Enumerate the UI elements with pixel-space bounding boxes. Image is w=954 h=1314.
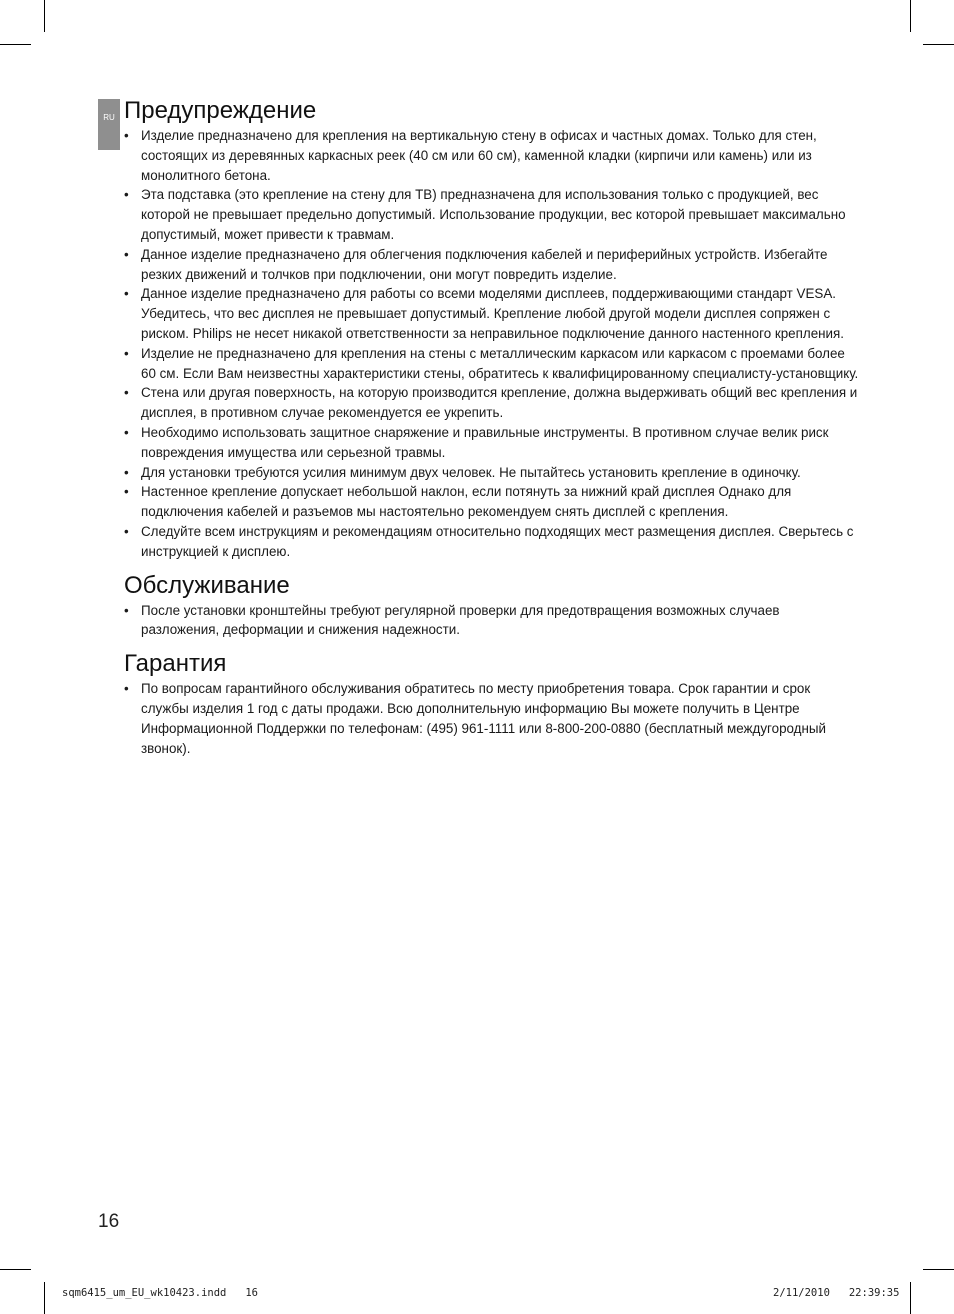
bullet-icon: • bbox=[124, 385, 129, 401]
list-item: • Данное изделие предназначено для работы со всеми моделями дисплеев, поддерживающими стандарт VESA. Убедитесь, что вес дисплея не превышает допустимый. Крепление любой другой модели дисплея сопряжен с риском. Philips не несет никакой ответственности за неправильное подключение данного настенного крепления. bbox=[124, 286, 844, 341]
bullet-icon: • bbox=[124, 286, 129, 302]
section-title-maintenance: Обслуживание bbox=[124, 571, 290, 599]
list-item: • Настенное крепление допускает небольшой наклон, если потянуть за нижний край дисплея Однако для подключения кабелей и разъемов мы настоятельно рекомендуем снять дисплей с крепления. bbox=[124, 484, 792, 520]
list-item: • По вопросам гарантийного обслуживания обратитесь по месту приобретения товара. Срок гарантии и срок службы изделия 1 год с даты продажи. Всю дополнительную информацию Вы можете получить в Центре Информационной Поддержки по телефонам: (495) 961-1111 или 8-800-200-0880 (бесплатный междугородный звонок). bbox=[124, 681, 826, 756]
bullet-icon: • bbox=[124, 187, 129, 203]
list-item: • Необходимо использовать защитное снаряжение и правильные инструменты. В противном случае велик риск повреждения имущества или серьезной травмы. bbox=[124, 424, 829, 460]
list-item: • Стена или другая поверхность, на которую производится крепление, должна выдерживать общий вес крепления и дисплея, в противном случае рекомендуется ее укрепить. bbox=[124, 385, 858, 421]
bullet-icon: • bbox=[124, 681, 129, 697]
section-title-warning: Предупреждение bbox=[124, 97, 317, 124]
warning-list bbox=[124, 126, 859, 562]
maintenance-list bbox=[124, 601, 859, 641]
crop-mark bbox=[0, 1269, 31, 1270]
warranty-list bbox=[124, 679, 859, 758]
bullet-icon: • bbox=[124, 128, 129, 143]
bullet-icon: • bbox=[124, 464, 129, 480]
crop-mark bbox=[0, 44, 31, 45]
footer-timestamp: 2/11/2010 22:39:35 bbox=[773, 1287, 900, 1299]
language-tab: RU bbox=[98, 99, 120, 150]
crop-mark bbox=[910, 1282, 911, 1314]
crop-mark bbox=[923, 44, 954, 45]
list-item: • Следуйте всем инструкциям и рекомендациям относительно подходящих мест размещения дисплея. Сверьтесь с инструкцией к дисплею. bbox=[124, 523, 854, 559]
crop-mark bbox=[923, 1269, 954, 1270]
document-body bbox=[124, 96, 859, 758]
list-item: • Для установки требуются усилия минимум двух человек. Не пытайтесь установить крепление в одиночку. bbox=[124, 463, 859, 483]
footer-file-name: sqm6415_um_EU_wk10423.indd 16 bbox=[62, 1287, 258, 1299]
list-item: • Изделие не предназначено для крепления на стены с металлическим каркасом или каркасом с проемами более 60 см. Если Вам неизвестны характеристики стены, обратитесь к квалифицированному специалисту-установщику. bbox=[124, 345, 859, 381]
section-title-warranty: Гарантия bbox=[124, 650, 227, 678]
list-item: • После установки кронштейны требуют регулярной проверки для предотвращения возможных случаев разложения, деформации и снижения надежности. bbox=[124, 602, 780, 638]
bullet-icon: • bbox=[124, 246, 129, 262]
list-item: • Изделие предназначено для крепления на вертикальную стену в офисах и частных домах. Только для стен, состоящих из деревянных каркасных реек (40 см или 60 см), каменной кладки (кирпичи или камень) или из монолитного бетона. bbox=[124, 128, 817, 183]
list-item: • Эта подставка (это крепление на стену для ТВ) предназначена для использования только с продукцией, вес которой не превышает предельно допустимый. Использование продукции, вес которой превышает максимально допустимый, может привести к травмам. bbox=[124, 187, 846, 242]
crop-mark bbox=[44, 0, 45, 32]
crop-mark bbox=[910, 0, 911, 32]
bullet-icon: • bbox=[124, 424, 129, 440]
bullet-icon: • bbox=[124, 523, 129, 539]
page-number: 16 bbox=[98, 1211, 120, 1232]
list-item: • Данное изделие предназначено для облегчения подключения кабелей и периферийных устройств. Избегайте резких движений и толчков при подключении, они могут повредить изделие. bbox=[124, 246, 828, 282]
bullet-icon: • bbox=[124, 345, 129, 361]
bullet-icon: • bbox=[124, 602, 129, 618]
crop-mark bbox=[44, 1282, 45, 1314]
bullet-icon: • bbox=[124, 484, 129, 500]
